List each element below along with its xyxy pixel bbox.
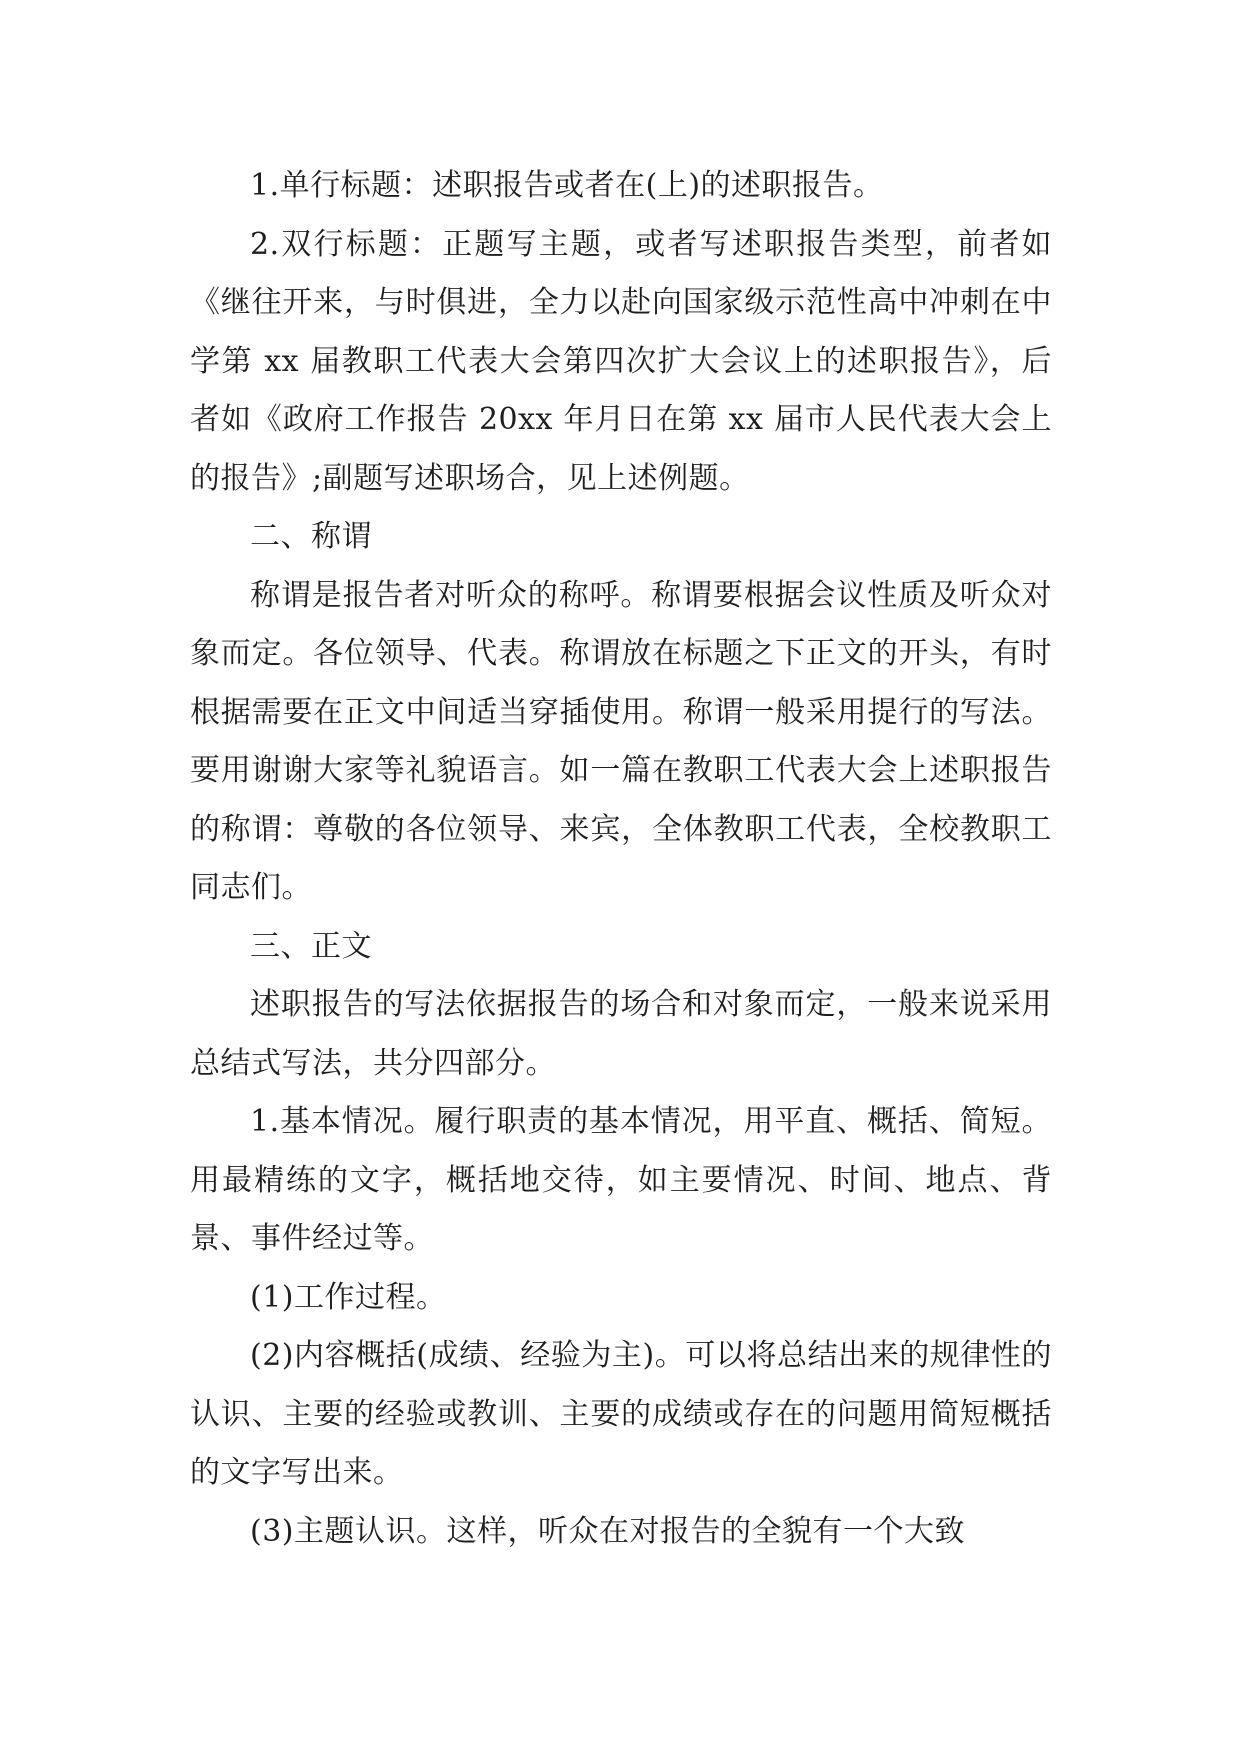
paragraph-theme-understanding: (3)主题认识。这样，听众在对报告的全貌有一个大致: [250, 1513, 965, 1549]
section-heading-salutation: 二、称谓: [250, 519, 372, 554]
paragraph-single-line-title: 1.单行标题：述职报告或者在(上)的述职报告。: [250, 168, 884, 203]
paragraph-content-summary: (2)内容概括(成绩、经验为主)。可以将总结出来的规律性的认识、主要的经验或教训、主要的成绩或存在的问题用简短概括的文字写出来。: [190, 1338, 1052, 1490]
document-body: [190, 157, 1052, 1561]
paragraph-salutation: 称谓是报告者对听众的称呼。称谓要根据会议性质及听众对象而定。各位领导、代表。称谓放在标题之下正文的开头，有时根据需要在正文中间适当穿插使用。称谓一般采用提行的写法。要用谢谢大家等礼貌语言。如一篇在教职工代表大会上述职报告的称谓：尊敬的各位领导、来宾，全体教职工代表，全校教职工同志们。: [190, 577, 1052, 905]
section-heading-body: 三、正文: [250, 928, 372, 964]
paragraph-basic-situation: 1.基本情况。履行职责的基本情况，用平直、概括、简短。用最精练的文字，概括地交待，如主要情况、时间、地点、背景、事件经过等。: [190, 1104, 1052, 1256]
paragraph-double-line-title: 2.双行标题：正题写主题，或者写述职报告类型，前者如《继往开来，与时俱进，全力以赴向国家级示范性高中冲刺在中学第 xx 届教职工代表大会第四次扩大会议上的述职报告》，后者如《政府工作报告 20xx 年月日在第 xx 届市人民代表大会上的报告》;副题写述职场合，见上述例题。: [190, 226, 1052, 496]
paragraph-body-intro: 述职报告的写法依据报告的场合和对象而定，一般来说采用总结式写法，共分四部分。: [190, 987, 1052, 1081]
paragraph-work-process: (1)工作过程。: [250, 1279, 447, 1315]
